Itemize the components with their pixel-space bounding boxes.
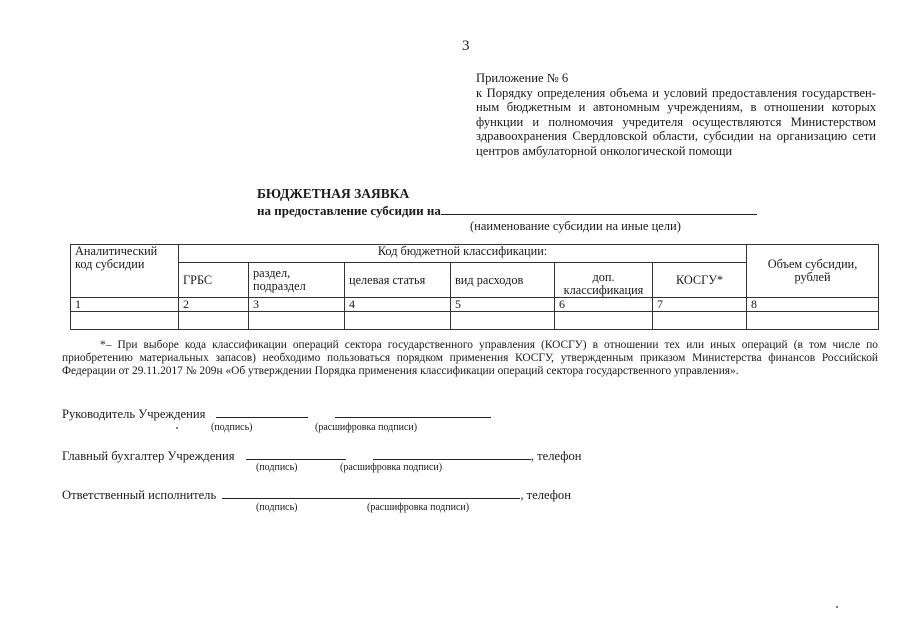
column-number: 5 xyxy=(451,298,555,312)
accountant-signature-row xyxy=(62,448,582,464)
empty-cell[interactable] xyxy=(747,312,879,330)
accountant-sign-caption: (подпись) xyxy=(256,462,298,473)
header-grbs: ГРБС xyxy=(179,263,249,298)
appendix-line-4: здравоохранения Свердловской области, субсидии на организацию сети xyxy=(476,129,876,144)
empty-cell[interactable] xyxy=(71,312,179,330)
subtitle-text: на предоставление субсидии на xyxy=(257,203,441,218)
page-number: 3 xyxy=(462,38,470,54)
empty-cell[interactable] xyxy=(653,312,747,330)
appendix-line-2: ным бюджетным и автономным учреждениям, в отношении которых xyxy=(476,100,876,115)
accountant-decode-field[interactable] xyxy=(373,448,531,460)
footnote xyxy=(62,339,878,379)
subsidy-name-field[interactable] xyxy=(441,202,757,215)
header-dop-classification: доп. классификация xyxy=(555,263,653,298)
budget-table xyxy=(70,244,879,330)
column-number: 2 xyxy=(179,298,249,312)
executor-field[interactable] xyxy=(222,487,520,499)
scan-speck xyxy=(836,606,838,608)
empty-cell[interactable] xyxy=(451,312,555,330)
column-number: 7 xyxy=(653,298,747,312)
column-number: 1 xyxy=(71,298,179,312)
accountant-phone-label: , телефон xyxy=(530,449,582,463)
executor-sign-caption: (подпись) xyxy=(256,502,298,513)
head-label: Руководитель Учреждения xyxy=(62,407,206,421)
head-decode-caption: (расшифровка подписи) xyxy=(315,422,418,433)
document-title: БЮДЖЕТНАЯ ЗАЯВКА xyxy=(257,186,410,201)
head-sign-caption: (подпись) xyxy=(211,422,253,433)
header-razdel: раздел, подраздел xyxy=(249,263,345,298)
appendix-line-1: к Порядку определения объема и условий предоставления государствен- xyxy=(476,85,876,100)
column-number: 6 xyxy=(555,298,653,312)
head-signature-row xyxy=(62,406,491,422)
header-subsidy-volume: Объем субсидии, рублей xyxy=(747,245,879,298)
executor-label: Ответственный исполнитель xyxy=(62,488,217,502)
header-analytic-code: Аналитический код субсидии xyxy=(71,245,179,298)
head-signature-field[interactable] xyxy=(216,406,308,418)
appendix-line-3: функции и полномочия учредителя осуществляются Министерством xyxy=(476,114,876,129)
header-celevaya-statya: целевая статья xyxy=(345,263,451,298)
accountant-label: Главный бухгалтер Учреждения xyxy=(62,449,235,463)
subsidy-name-caption: (наименование субсидии на иные цели) xyxy=(470,219,681,233)
head-decode-field[interactable] xyxy=(335,406,491,418)
footnote-line-2: приобретению материальных запасов) необходимо пользоваться порядком применения КОСГУ, утвержденным приказом Министерства финансов Российской xyxy=(62,352,878,365)
accountant-signature-field[interactable] xyxy=(246,448,346,460)
document-subtitle xyxy=(257,202,757,219)
executor-phone-label: , телефон xyxy=(520,488,571,502)
header-vid-raskhodov: вид расходов xyxy=(451,263,555,298)
scan-speck xyxy=(176,427,178,429)
footnote-line-3: Федерации от 29.11.2017 № 209н «Об утверждении Порядка применения классификации операций сектора государственного управления». xyxy=(62,365,739,378)
empty-cell[interactable] xyxy=(179,312,249,330)
appendix-line-5: центров амбулаторной онкологической помощи xyxy=(476,143,733,158)
empty-cell[interactable] xyxy=(249,312,345,330)
executor-decode-caption: (расшифровка подписи) xyxy=(367,502,470,513)
column-number: 8 xyxy=(747,298,879,312)
appendix-header xyxy=(476,71,876,159)
column-number: 3 xyxy=(249,298,345,312)
appendix-heading: Приложение № 6 xyxy=(476,71,569,85)
empty-cell[interactable] xyxy=(555,312,653,330)
empty-cell[interactable] xyxy=(345,312,451,330)
column-number: 4 xyxy=(345,298,451,312)
header-budget-classification: Код бюджетной классификации: xyxy=(179,245,747,263)
accountant-decode-caption: (расшифровка подписи) xyxy=(340,462,443,473)
header-kosgu: КОСГУ* xyxy=(653,263,747,298)
footnote-line-1: *– При выборе кода классификации операций сектора государственного управления (КОСГУ) в отношении тех или иных операций (в том числе по xyxy=(100,339,878,351)
executor-signature-row xyxy=(62,487,571,503)
